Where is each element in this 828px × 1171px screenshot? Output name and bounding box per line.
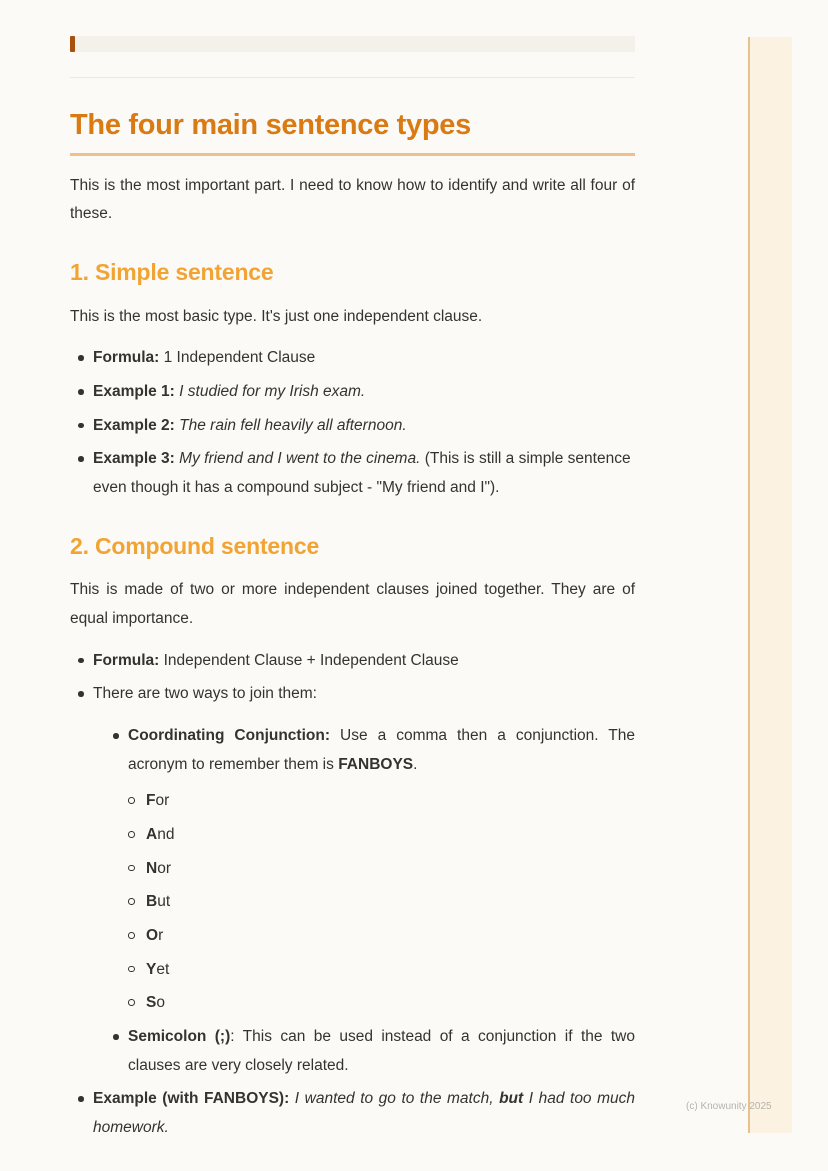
list-item-text [146, 792, 169, 809]
text-segment: I studied for my Irish exam. [174, 383, 366, 401]
bullet-icon [78, 423, 84, 429]
list-item [70, 680, 635, 1080]
text-segment: Semicolon (;) [128, 1028, 231, 1046]
list-item [70, 378, 635, 407]
list-item-text [146, 927, 163, 944]
text-segment: Formula: [93, 651, 160, 669]
section [70, 533, 635, 1143]
section [70, 259, 635, 503]
text-segment: I wanted to go to the match, [289, 1090, 500, 1108]
text-segment: The rain fell heavily all afternoon. [174, 416, 407, 434]
callout-remnant-bar [70, 36, 635, 52]
section-description: This is the most basic type. It's just one independent clause. [70, 307, 483, 325]
list-item [105, 1023, 635, 1080]
list-item [128, 787, 635, 816]
divider [70, 77, 635, 78]
list-item [70, 445, 635, 502]
list-item [70, 647, 635, 676]
circle-bullet-icon [128, 966, 135, 973]
list-item-text [93, 417, 407, 434]
list-item-text [146, 893, 170, 910]
text-segment: r [158, 927, 164, 945]
text-segment: FANBOYS [338, 755, 414, 773]
text-segment: S [146, 994, 157, 1012]
text-segment: Use a comma then a conjunction. The acronym to remember them is [128, 727, 635, 773]
list-item [70, 412, 635, 441]
list-item [128, 855, 635, 884]
list-item-text [146, 860, 171, 877]
circle-bullet-icon [128, 797, 135, 804]
text-segment: B [146, 893, 158, 911]
bullet-icon [113, 1034, 119, 1040]
text-segment: : This can be used instead of a conjunction if the two clauses are very closely related. [128, 1028, 635, 1074]
list-item-text [93, 685, 317, 702]
list-item-text [146, 961, 169, 978]
list-item [128, 888, 635, 917]
text-segment: Coordinating Conjunction: [128, 727, 330, 745]
bullet-icon [78, 691, 84, 697]
list-item [105, 722, 635, 1018]
title-underline [70, 153, 635, 156]
circle-bullet-icon [128, 898, 135, 905]
circle-bullet-icon [128, 932, 135, 939]
list-item [70, 344, 635, 373]
list-item [128, 956, 635, 985]
text-segment: My friend and I went to the cinema. [174, 450, 421, 468]
section-heading: 2. Compound sentence [70, 532, 320, 559]
bullet-icon [113, 733, 119, 739]
section-description: This is made of two or more independent clauses joined together. They are of equal importance. [70, 581, 635, 628]
text-segment: N [146, 859, 158, 877]
bullet-list-level-2 [105, 722, 635, 1080]
list-item-text [146, 826, 174, 843]
text-segment: nd [157, 826, 175, 844]
text-segment: o [156, 994, 165, 1012]
circle-bullet-icon [128, 865, 135, 872]
page-title: The four main sentence types [70, 109, 471, 141]
list-item [128, 989, 635, 1018]
list-item-text [128, 1028, 635, 1074]
bullet-list-level-1 [70, 344, 635, 502]
list-item-text [146, 994, 165, 1011]
list-item [128, 922, 635, 951]
callout-accent-tick [70, 36, 75, 52]
text-segment: O [146, 927, 159, 945]
list-item-text [93, 383, 365, 400]
list-item [128, 821, 635, 850]
document-content [70, 0, 635, 1148]
list-item-text [93, 349, 315, 366]
circle-bullet-icon [128, 831, 135, 838]
sections [70, 259, 635, 1143]
text-segment: (This is still a simple sentence even though it has a compound subject - "My friend and I"). [93, 450, 631, 497]
circle-bullet-icon [128, 999, 135, 1006]
text-segment: Example 2: [93, 416, 175, 434]
copyright-watermark: (c) Knowunity 2025 [686, 1101, 772, 1112]
bullet-icon [78, 389, 84, 395]
text-segment: Formula: [93, 349, 160, 367]
list-item-text [93, 450, 631, 496]
list-item-text [93, 1090, 635, 1136]
text-segment: . [413, 755, 418, 773]
text-segment: or [157, 859, 171, 877]
intro-paragraph: This is the most important part. I need to know how to identify and write all four of these. [70, 176, 635, 223]
text-segment: Y [146, 960, 157, 978]
list-item-text [93, 652, 459, 669]
bullet-icon [78, 658, 84, 664]
list-item [70, 1085, 635, 1142]
bullet-icon [78, 355, 84, 361]
bullet-list-level-1 [70, 647, 635, 1143]
text-segment: et [156, 960, 170, 978]
page-edge-stripe [748, 37, 792, 1133]
text-segment: or [155, 792, 170, 810]
text-segment: 1 Independent Clause [159, 349, 316, 367]
text-segment: There are two ways to join them: [93, 685, 317, 703]
text-segment: ut [157, 893, 171, 911]
bullet-icon [78, 1096, 84, 1102]
bullet-list-level-3 [128, 787, 635, 1018]
text-segment: I had too much homework. [93, 1090, 636, 1137]
bullet-icon [78, 456, 84, 462]
text-segment: Independent Clause + Independent Clause [159, 651, 459, 669]
section-heading: 1. Simple sentence [70, 259, 274, 286]
list-item-text [128, 727, 635, 773]
text-segment: but [499, 1090, 524, 1108]
text-segment: Example (with FANBOYS): [93, 1090, 290, 1108]
text-segment: Example 3: [93, 450, 175, 468]
text-segment: A [146, 826, 158, 844]
text-segment: Example 1: [93, 383, 175, 401]
text-segment: F [146, 792, 156, 810]
